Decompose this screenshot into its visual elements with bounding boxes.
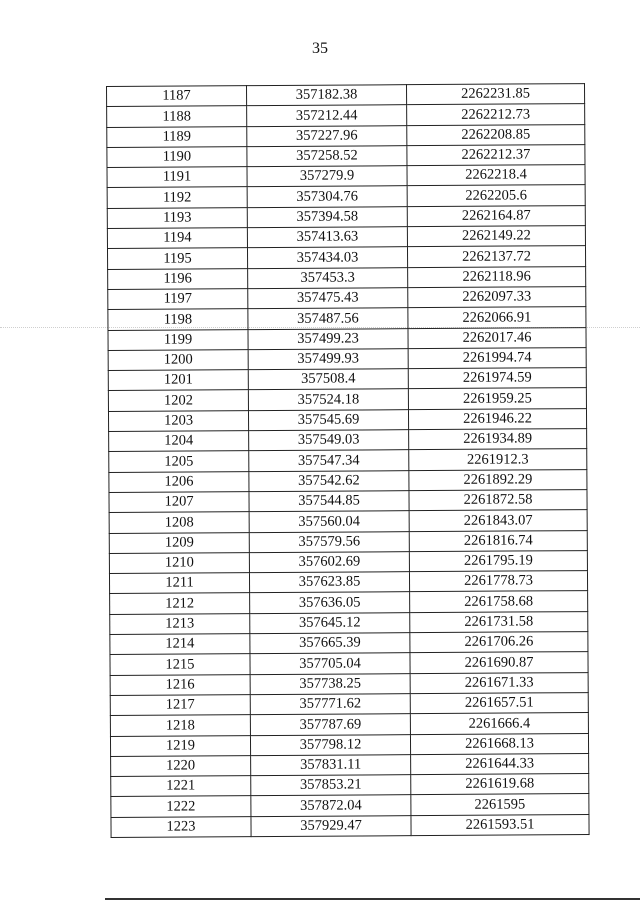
table-row	[109, 490, 587, 513]
table-row	[108, 368, 586, 391]
table-row	[107, 165, 585, 188]
y-coordinate-cell: 2261795.19	[409, 550, 587, 571]
table-row	[107, 144, 585, 167]
x-coordinate-cell: 357645.12	[250, 612, 410, 633]
x-coordinate-cell: 357549.03	[249, 430, 409, 451]
x-coordinate-cell: 357929.47	[251, 815, 411, 836]
point-number-cell: 1196	[108, 268, 248, 289]
x-coordinate-cell: 357258.52	[247, 146, 407, 167]
point-number-cell: 1218	[110, 715, 250, 736]
y-coordinate-cell: 2261974.59	[408, 368, 586, 389]
x-coordinate-cell: 357547.34	[249, 450, 409, 471]
point-number-cell: 1207	[109, 492, 249, 513]
x-coordinate-cell: 357831.11	[251, 754, 411, 775]
x-coordinate-cell: 357475.43	[248, 288, 408, 309]
y-coordinate-cell: 2261912.3	[409, 449, 587, 470]
y-coordinate-cell: 2261595	[411, 794, 589, 815]
point-number-cell: 1198	[108, 309, 248, 330]
table-row	[109, 429, 587, 452]
table-row	[110, 652, 588, 675]
table-row	[108, 408, 586, 431]
point-number-cell: 1209	[109, 532, 249, 553]
x-coordinate-cell: 357524.18	[248, 389, 408, 410]
point-number-cell: 1197	[108, 289, 248, 310]
x-coordinate-cell: 357394.58	[247, 206, 407, 227]
table-row	[108, 347, 586, 370]
y-coordinate-cell: 2261758.68	[410, 591, 588, 612]
y-coordinate-cell: 2261731.58	[410, 611, 588, 632]
y-coordinate-cell: 2261593.51	[411, 814, 589, 835]
point-number-cell: 1187	[107, 86, 247, 107]
y-coordinate-cell: 2262137.72	[407, 246, 585, 267]
table-row	[110, 672, 588, 695]
y-coordinate-cell: 2262218.4	[407, 165, 585, 186]
x-coordinate-cell: 357499.23	[248, 328, 408, 349]
page-bottom-edge	[105, 898, 640, 900]
point-number-cell: 1188	[107, 106, 247, 127]
table-row	[110, 713, 588, 736]
table-body	[107, 84, 590, 838]
point-number-cell: 1211	[109, 573, 249, 594]
y-coordinate-cell: 2262231.85	[406, 84, 584, 105]
y-coordinate-cell: 2262118.96	[408, 266, 586, 287]
point-number-cell: 1214	[110, 634, 250, 655]
table-row	[109, 510, 587, 533]
y-coordinate-cell: 2261644.33	[411, 753, 589, 774]
y-coordinate-cell: 2262149.22	[407, 226, 585, 247]
y-coordinate-cell: 2262017.46	[408, 327, 586, 348]
x-coordinate-cell: 357212.44	[247, 105, 407, 126]
x-coordinate-cell: 357544.85	[249, 491, 409, 512]
table-row	[110, 591, 588, 614]
point-number-cell: 1189	[107, 126, 247, 147]
table-row	[109, 550, 587, 573]
x-coordinate-cell: 357499.93	[248, 349, 408, 370]
point-number-cell: 1193	[107, 207, 247, 228]
point-number-cell: 1205	[109, 451, 249, 472]
y-coordinate-cell: 2261934.89	[409, 429, 587, 450]
x-coordinate-cell: 357434.03	[247, 247, 407, 268]
x-coordinate-cell: 357853.21	[251, 775, 411, 796]
x-coordinate-cell: 357227.96	[247, 125, 407, 146]
y-coordinate-cell: 2262205.6	[407, 185, 585, 206]
y-coordinate-cell: 2261959.25	[408, 388, 586, 409]
x-coordinate-cell: 357453.3	[248, 267, 408, 288]
point-number-cell: 1204	[109, 431, 249, 452]
point-number-cell: 1222	[111, 796, 251, 817]
x-coordinate-cell: 357872.04	[251, 795, 411, 816]
point-number-cell: 1202	[108, 390, 248, 411]
y-coordinate-cell: 2261671.33	[410, 672, 588, 693]
point-number-cell: 1220	[111, 755, 251, 776]
x-coordinate-cell: 357560.04	[249, 511, 409, 532]
y-coordinate-cell: 2261666.4	[410, 713, 588, 734]
table-row	[111, 774, 589, 797]
x-coordinate-cell: 357798.12	[250, 734, 410, 755]
x-coordinate-cell: 357413.63	[247, 227, 407, 248]
y-coordinate-cell: 2261778.73	[409, 571, 587, 592]
y-coordinate-cell: 2261892.29	[409, 469, 587, 490]
y-coordinate-cell: 2261946.22	[408, 408, 586, 429]
point-number-cell: 1192	[107, 187, 247, 208]
y-coordinate-cell: 2262208.85	[407, 124, 585, 145]
table-row	[111, 794, 589, 817]
x-coordinate-cell: 357602.69	[249, 551, 409, 572]
y-coordinate-cell: 2262066.91	[408, 307, 586, 328]
page-number: 35	[312, 40, 328, 57]
point-number-cell: 1190	[107, 147, 247, 168]
point-number-cell: 1213	[110, 613, 250, 634]
x-coordinate-cell: 357623.85	[249, 572, 409, 593]
point-number-cell: 1200	[108, 349, 248, 370]
x-coordinate-cell: 357304.76	[247, 186, 407, 207]
table-row	[107, 104, 585, 127]
point-number-cell: 1223	[111, 816, 251, 837]
x-coordinate-cell: 357579.56	[249, 531, 409, 552]
point-number-cell: 1199	[108, 329, 248, 350]
point-number-cell: 1195	[107, 248, 247, 269]
point-number-cell: 1217	[110, 695, 250, 716]
y-coordinate-cell: 2261843.07	[409, 510, 587, 531]
x-coordinate-cell: 357665.39	[250, 633, 410, 654]
x-coordinate-cell: 357487.56	[248, 308, 408, 329]
table-row	[107, 185, 585, 208]
coordinates-table-container	[106, 83, 589, 838]
table-row	[110, 692, 588, 715]
table-row	[110, 733, 588, 756]
table-row	[107, 124, 585, 147]
y-coordinate-cell: 2262212.37	[407, 144, 585, 165]
y-coordinate-cell: 2262164.87	[407, 205, 585, 226]
x-coordinate-cell: 357508.4	[248, 369, 408, 390]
table-row	[109, 571, 587, 594]
point-number-cell: 1215	[110, 654, 250, 675]
x-coordinate-cell: 357787.69	[250, 714, 410, 735]
table-row	[109, 449, 587, 472]
x-coordinate-cell: 357542.62	[249, 470, 409, 491]
y-coordinate-cell: 2261619.68	[411, 774, 589, 795]
point-number-cell: 1191	[107, 167, 247, 188]
table-row	[108, 327, 586, 350]
x-coordinate-cell: 357182.38	[247, 85, 407, 106]
x-coordinate-cell: 357738.25	[250, 673, 410, 694]
point-number-cell: 1208	[109, 512, 249, 533]
point-number-cell: 1219	[110, 735, 250, 756]
table-row	[107, 226, 585, 249]
table-row	[108, 287, 586, 310]
y-coordinate-cell: 2261657.51	[410, 692, 588, 713]
y-coordinate-cell: 2261706.26	[410, 632, 588, 653]
point-number-cell: 1221	[111, 776, 251, 797]
x-coordinate-cell: 357705.04	[250, 653, 410, 674]
table-row	[111, 753, 589, 776]
point-number-cell: 1216	[110, 674, 250, 695]
table-row	[108, 266, 586, 289]
table-row	[111, 814, 589, 837]
table-row	[107, 205, 585, 228]
table-row	[109, 530, 587, 553]
coordinates-table	[106, 83, 590, 838]
x-coordinate-cell: 357771.62	[250, 694, 410, 715]
x-coordinate-cell: 357545.69	[248, 409, 408, 430]
table-row	[110, 632, 588, 655]
point-number-cell: 1210	[109, 552, 249, 573]
table-row	[107, 246, 585, 269]
table-row	[108, 388, 586, 411]
x-coordinate-cell: 357636.05	[250, 592, 410, 613]
y-coordinate-cell: 2261668.13	[410, 733, 588, 754]
y-coordinate-cell: 2262212.73	[407, 104, 585, 125]
table-row	[109, 469, 587, 492]
y-coordinate-cell: 2261816.74	[409, 530, 587, 551]
table-row	[108, 307, 586, 330]
x-coordinate-cell: 357279.9	[247, 166, 407, 187]
table-row	[110, 611, 588, 634]
y-coordinate-cell: 2262097.33	[408, 287, 586, 308]
point-number-cell: 1206	[109, 471, 249, 492]
point-number-cell: 1201	[108, 370, 248, 391]
y-coordinate-cell: 2261994.74	[408, 347, 586, 368]
y-coordinate-cell: 2261690.87	[410, 652, 588, 673]
point-number-cell: 1203	[108, 410, 248, 431]
point-number-cell: 1194	[107, 228, 247, 249]
table-row	[107, 84, 585, 107]
point-number-cell: 1212	[110, 593, 250, 614]
y-coordinate-cell: 2261872.58	[409, 490, 587, 511]
